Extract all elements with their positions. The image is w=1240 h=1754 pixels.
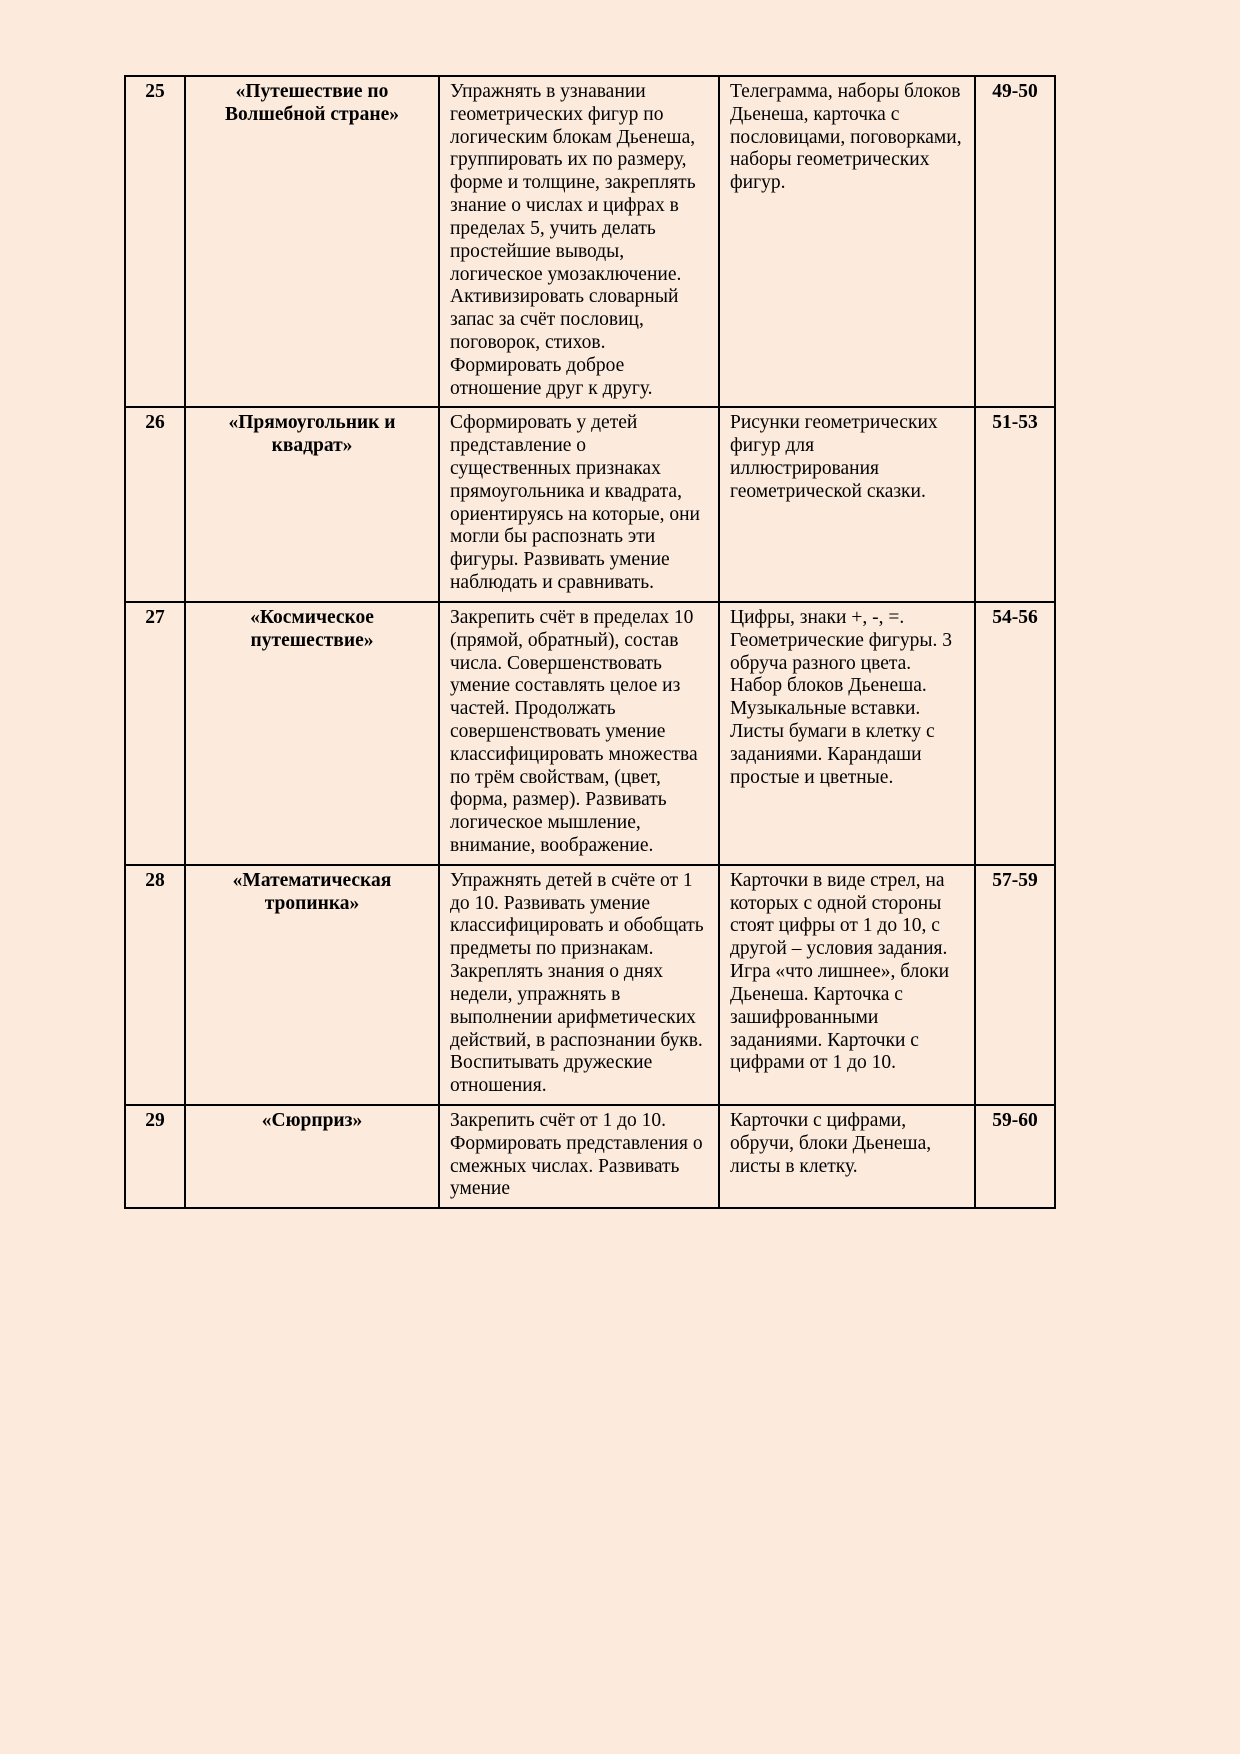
lesson-number: 25 <box>125 76 185 407</box>
lesson-objective: Закрепить счёт в пределах 10 (прямой, обратный), состав числа. Совершенствовать умение составлять целое из частей. Продолжать совершенствовать умение классифицировать множества по трём свойствам, (цвет, форма, размер). Развивать логическое мышление, внимание, воображение. <box>439 602 719 865</box>
lesson-objective: Упражнять в узнавании геометрических фигур по логическим блокам Дьенеша, группировать их по размеру, форме и толщине, закреплять знание о числах и цифрах в пределах 5, учить делать простейшие выводы, логическое умозаключение. Активизировать словарный запас за счёт пословиц, поговорок, стихов. Формировать доброе отношение друг к другу. <box>439 76 719 407</box>
lesson-objective: Упражнять детей в счёте от 1 до 10. Развивать умение классифицировать и обобщать предметы по признакам. Закреплять знания о днях недели, упражнять в выполнении арифметических действий, в распознании букв. Воспитывать дружеские отношения. <box>439 865 719 1105</box>
lesson-pages: 49-50 <box>975 76 1055 407</box>
lesson-materials: Карточки с цифрами, обручи, блоки Дьенеша, листы в клетку. <box>719 1105 975 1208</box>
lesson-pages: 51-53 <box>975 407 1055 602</box>
table-row <box>125 407 1055 602</box>
lesson-pages: 54-56 <box>975 602 1055 865</box>
lesson-materials: Цифры, знаки +, -, =. Геометрические фигуры. 3 обруча разного цвета. Набор блоков Дьенеша. Музыкальные вставки. Листы бумаги в клетку с заданиями. Карандаши простые и цветные. <box>719 602 975 865</box>
lesson-materials: Телеграмма, наборы блоков Дьенеша, карточка с пословицами, поговорками, наборы геометрических фигур. <box>719 76 975 407</box>
lesson-title: «Путешествие по Волшебной стране» <box>185 76 439 407</box>
table-row <box>125 1105 1055 1208</box>
lesson-pages: 59-60 <box>975 1105 1055 1208</box>
lesson-title: «Математическая тропинка» <box>185 865 439 1105</box>
lesson-objective: Закрепить счёт от 1 до 10. Формировать представления о смежных числах. Развивать умение <box>439 1105 719 1208</box>
table-row <box>125 76 1055 407</box>
lesson-number: 27 <box>125 602 185 865</box>
lesson-number: 29 <box>125 1105 185 1208</box>
lesson-title: «Прямоугольник и квадрат» <box>185 407 439 602</box>
lesson-number: 28 <box>125 865 185 1105</box>
lesson-number: 26 <box>125 407 185 602</box>
table-row <box>125 602 1055 865</box>
lesson-materials: Карточки в виде стрел, на которых с одной стороны стоят цифры от 1 до 10, с другой – условия задания. Игра «что лишнее», блоки Дьенеша. Карточка с зашифрованными заданиями. Карточки с цифрами от 1 до 10. <box>719 865 975 1105</box>
table-row <box>125 865 1055 1105</box>
lesson-title: «Сюрприз» <box>185 1105 439 1208</box>
lesson-title: «Космическое путешествие» <box>185 602 439 865</box>
lesson-materials: Рисунки геометрических фигур для иллюстрирования геометрической сказки. <box>719 407 975 602</box>
lesson-plan-table <box>124 75 1056 1209</box>
lesson-objective: Сформировать у детей представление о существенных признаках прямоугольника и квадрата, ориентируясь на которые, они могли бы распознать эти фигуры. Развивать умение наблюдать и сравнивать. <box>439 407 719 602</box>
lesson-pages: 57-59 <box>975 865 1055 1105</box>
